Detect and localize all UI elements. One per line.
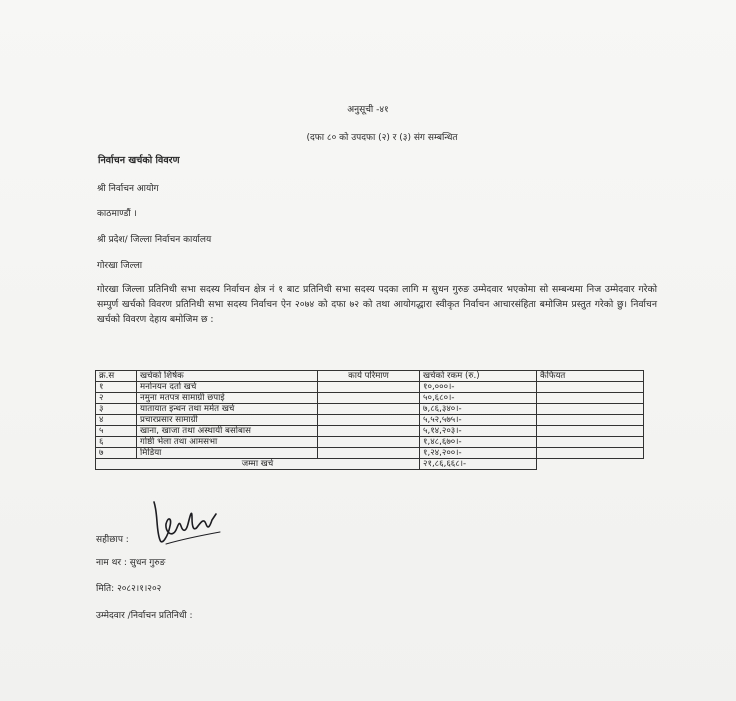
table-row xyxy=(96,426,644,437)
table-row xyxy=(96,382,644,393)
date-line: मिति: २०८२।१।२०२ xyxy=(96,584,162,594)
cell-remarks xyxy=(537,437,644,448)
cell-remarks xyxy=(537,448,644,459)
table-row xyxy=(96,393,644,404)
cell-remarks xyxy=(537,415,644,426)
cell-amount: ५०,६८०।- xyxy=(420,393,537,404)
cell-title: खाना, खाजा तथा अस्थायी बसोबास xyxy=(137,426,318,437)
candidate-role-line: उम्मेदवार /निर्वाचन प्रतिनिधी : xyxy=(96,611,193,621)
cell-title: गोष्ठी भेला तथा आमसभा xyxy=(137,437,318,448)
cell-remarks xyxy=(537,382,644,393)
table-row xyxy=(96,415,644,426)
recipient-line-2: काठमाण्डौं । xyxy=(97,209,137,219)
recipient-line-4: गोरखा जिल्ला xyxy=(97,261,143,271)
cell-sn: १ xyxy=(96,382,137,393)
cell-sn: ६ xyxy=(96,437,137,448)
header-title: खर्चको शिर्षक xyxy=(137,371,318,382)
table-row xyxy=(96,448,644,459)
cell-amount: १,४८,६७०।- xyxy=(420,437,537,448)
header-quantity: कार्य परिमाण xyxy=(318,371,420,382)
cell-quantity xyxy=(318,393,420,404)
recipient-line-3: श्री प्रदेश/ जिल्ला निर्वाचन कार्यालय xyxy=(97,235,212,245)
expense-table xyxy=(95,370,644,470)
cell-sn: ३ xyxy=(96,404,137,415)
cell-amount: १,२४,२००।- xyxy=(420,448,537,459)
cell-remarks xyxy=(537,404,644,415)
header-sn: क्र.स xyxy=(96,371,137,382)
name-line: नाम थर : सुधन गुरुङ xyxy=(96,558,166,568)
cell-amount: ७,८६,३४०।- xyxy=(420,404,537,415)
cell-quantity xyxy=(318,382,420,393)
cell-title: नमुना मतपत्र सामाग्री छपाई xyxy=(137,393,318,404)
table-header-row xyxy=(96,371,644,382)
cell-amount: ५,१४,२०३।- xyxy=(420,426,537,437)
table-total-row xyxy=(96,459,644,470)
total-amount: २१,८६,६६८।- xyxy=(420,459,537,470)
cell-quantity xyxy=(318,415,420,426)
cell-quantity xyxy=(318,437,420,448)
cell-title: मनोनयन दर्ता खर्च xyxy=(137,382,318,393)
recipient-line-1: श्री निर्वाचन आयोग xyxy=(97,184,159,194)
header-amount: खर्चको रकम (रु.) xyxy=(420,371,537,382)
cell-title: यातायात इन्धन तथा मर्मत खर्च xyxy=(137,404,318,415)
header-remarks: कैफियत xyxy=(537,371,644,382)
cell-amount: ५,५२,५७५।- xyxy=(420,415,537,426)
cell-sn: ५ xyxy=(96,426,137,437)
cell-amount: १०,०००।- xyxy=(420,382,537,393)
section-reference: (दफा ८० को उपदफा (२) र (३) संग सम्बन्धित xyxy=(306,133,458,143)
cell-sn: २ xyxy=(96,393,137,404)
table-row xyxy=(96,437,644,448)
document-heading: निर्वाचन खर्चको विवरण xyxy=(98,155,180,166)
total-blank xyxy=(537,459,644,470)
cell-quantity xyxy=(318,404,420,415)
cell-remarks xyxy=(537,426,644,437)
cell-quantity xyxy=(318,448,420,459)
cell-title: मिडिया xyxy=(137,448,318,459)
body-paragraph: गोरखा जिल्ला प्रतिनिधी सभा सदस्य निर्वाचन क्षेत्र नं १ बाट प्रतिनिधी सभा सदस्य पदका लागि म सुधन गुरुङ उम्मेदवार भएकोमा सो सम्बन्धमा निज उम्मेदवार गरेको सम्पुर्ण खर्चको विवरण प्रतिनिधी सभा सदस्य निर्वाचन ऐन २०७४ को दफा ७२ को तथा आयोगद्धारा स्वीकृत निर्वाचन आचारसंहिता बमोजिम प्रस्तुत गरेको छु। निर्वाचन खर्चको विवरण देहाय बमोजिम छ : xyxy=(97,284,657,325)
total-label: जम्मा खर्च xyxy=(96,459,420,470)
cell-sn: ७ xyxy=(96,448,137,459)
handwritten-signature xyxy=(146,496,226,556)
cell-sn: ४ xyxy=(96,415,137,426)
signature-label: सहीछाप : xyxy=(96,535,129,545)
cell-title: प्रचारप्रसार सामाग्री xyxy=(137,415,318,426)
cell-remarks xyxy=(537,393,644,404)
cell-quantity xyxy=(318,426,420,437)
table-row xyxy=(96,404,644,415)
annex-label: अनुसूची -४१ xyxy=(347,105,389,115)
